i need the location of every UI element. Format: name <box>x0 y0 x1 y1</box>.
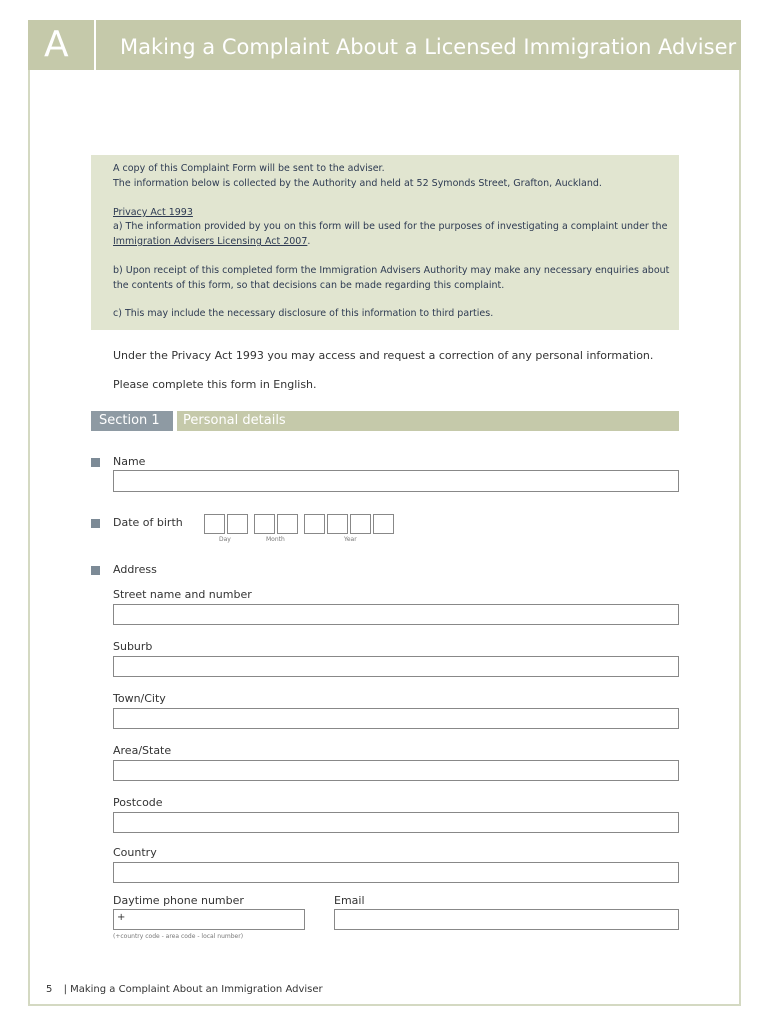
section-title: Personal details <box>183 413 286 428</box>
english-note: Please complete this form in English. <box>113 378 317 391</box>
dob-month-hint: Month <box>266 536 285 543</box>
section-letter: A <box>44 24 69 65</box>
town-field[interactable] <box>113 708 679 729</box>
privacy-item-a: a) The information provided by you on this form will be used for the purposes of investigating a complaint under the Immigration Advisers Licensing Act 2007. <box>113 221 668 247</box>
privacy-info-box <box>91 155 679 330</box>
licensing-act-link[interactable]: Immigration Advisers Licensing Act 2007 <box>113 236 308 247</box>
section-number: Section 1 <box>99 413 160 428</box>
dob-label: Date of birth <box>113 516 183 529</box>
address-label: Address <box>113 563 157 576</box>
privacy-item-b: b) Upon receipt of this completed form the Immigration Advisers Authority may make any necessary enquiries about the contents of this form, so that decisions can be made regarding this complaint. <box>113 265 670 291</box>
privacy-item-c: c) This may include the necessary disclosure of this information to third parties. <box>113 308 494 319</box>
town-label: Town/City <box>113 692 166 705</box>
dob-year-hint: Year <box>344 536 357 543</box>
email-field[interactable] <box>334 909 679 930</box>
privacy-heading <box>113 205 673 220</box>
dob-year-digit-2[interactable] <box>327 514 348 534</box>
bullet-icon <box>91 458 100 467</box>
phone-label: Daytime phone number <box>113 894 244 907</box>
dob-day-digit-2[interactable] <box>227 514 248 534</box>
street-field[interactable] <box>113 604 679 625</box>
section-tag <box>91 411 173 431</box>
info-line-1: A copy of this Complaint Form will be sent to the adviser. <box>113 163 385 174</box>
bullet-icon <box>91 566 100 575</box>
dob-month-digit-1[interactable] <box>254 514 275 534</box>
dob-year-digit-4[interactable] <box>373 514 394 534</box>
dob-day-hint: Day <box>219 536 231 543</box>
section-title-bar <box>177 411 679 431</box>
area-label: Area/State <box>113 744 172 757</box>
page-number: 5 <box>46 984 53 995</box>
privacy-act-link[interactable]: Privacy Act 1993 <box>113 207 193 218</box>
section-letter-box <box>28 20 96 70</box>
dob-year-digit-3[interactable] <box>350 514 371 534</box>
name-label: Name <box>113 455 146 468</box>
phone-field[interactable]: + <box>113 909 305 930</box>
dob-year-digit-1[interactable] <box>304 514 325 534</box>
info-line-2: The information below is collected by the Authority and held at 52 Symonds Street, Grafton, Auckland. <box>113 178 602 189</box>
country-field[interactable] <box>113 862 679 883</box>
postcode-field[interactable] <box>113 812 679 833</box>
country-label: Country <box>113 846 157 859</box>
bullet-icon <box>91 519 100 528</box>
phone-hint: (+country code - area code - local number) <box>113 933 244 940</box>
dob-month-digit-2[interactable] <box>277 514 298 534</box>
suburb-label: Suburb <box>113 640 153 653</box>
footer-text: | Making a Complaint About an Immigration Adviser <box>63 984 323 995</box>
page-header <box>28 20 741 70</box>
page-title: Making a Complaint About a Licensed Immigration Adviser <box>120 35 737 59</box>
street-label: Street name and number <box>113 588 252 601</box>
postcode-label: Postcode <box>113 796 163 809</box>
dob-day-digit-1[interactable] <box>204 514 225 534</box>
area-field[interactable] <box>113 760 679 781</box>
privacy-access-note: Under the Privacy Act 1993 you may access and request a correction of any personal information. <box>113 349 654 362</box>
suburb-field[interactable] <box>113 656 679 677</box>
page-footer <box>46 984 323 995</box>
name-field[interactable] <box>113 470 679 492</box>
email-label: Email <box>334 894 365 907</box>
